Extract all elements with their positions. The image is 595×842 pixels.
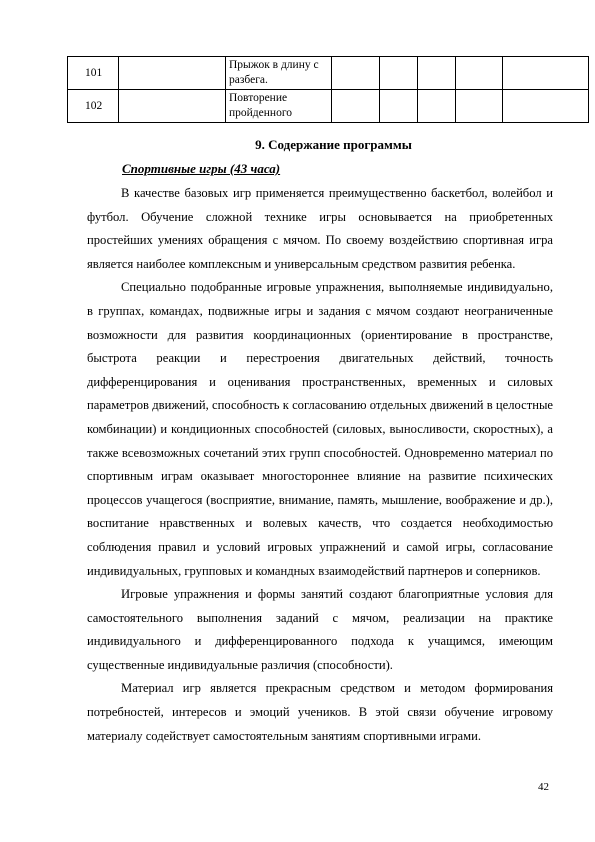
paragraph: Материал игр является прекрасным средством и методом формирования потребностей, интересов и эмоций учеников. В этой связи обучение игровому материалу содействует самостоятельным занятиям спортивными играми. <box>87 681 553 743</box>
empty-cell <box>332 90 380 123</box>
empty-cell <box>332 57 380 90</box>
empty-cell <box>418 90 456 123</box>
section-title: 9. Содержание программы <box>255 137 412 152</box>
lesson-topic-cell: Прыжок в длину с разбега. <box>226 57 332 90</box>
lesson-number-cell: 101 <box>68 57 119 90</box>
table-row <box>68 90 589 123</box>
lesson-plan-table <box>67 56 589 123</box>
empty-cell <box>456 90 503 123</box>
empty-cell <box>380 57 418 90</box>
empty-cell <box>503 90 589 123</box>
paragraph: Специально подобранные игровые упражнения, выполняемые индивидуально, в группах, командах, подвижные игры и задания с мячом создают неограниченные возможности для развития координационных (ориентирование в пространстве, быстрота реакции и перестроения двигательных действий, точность дифференцирования и оценивания пространственных, временных и силовых параметров движений, способность к согласованию отдельных движений в целостные комбинации) и кондиционных способностей (силовых, выносливости, скоростных), а также всевозможных сочетаний этих групп способностей. Одновременно материал по спортивным играм оказывает многостороннее влияние на развитие психических процессов учащегося (восприятие, внимание, память, мышление, воображение и др.), воспитание нравственных и волевых качеств, что создается необходимостью соблюдения правил и условий игровых упражнений и самой игры, согласование индивидуальных, групповых и командных взаимодействий партнеров и соперников. <box>87 280 553 578</box>
empty-cell <box>418 57 456 90</box>
empty-cell <box>119 57 226 90</box>
lesson-topic-cell: Повторение пройденного <box>226 90 332 123</box>
paragraph: В качестве базовых игр применяется преимущественно баскетбол, волейбол и футбол. Обучение сложной технике игры основывается на приобретенных простейших умениях обращения с мячом. По своему воздействию спортивная игра является наиболее комплексным и универсальным средством развития ребенка. <box>87 186 553 271</box>
paragraph: Игровые упражнения и формы занятий создают благоприятные условия для самостоятельного выполнения заданий с мячом, реализации на практике индивидуального и дифференцированного подхода к учащимся, имеющим существенные индивидуальные различия (способности). <box>87 587 553 672</box>
empty-cell <box>503 57 589 90</box>
section-subtitle: Спортивные игры (43 часа) <box>122 161 281 176</box>
page-number: 42 <box>538 781 549 793</box>
empty-cell <box>380 90 418 123</box>
empty-cell <box>119 90 226 123</box>
table-row <box>68 57 589 90</box>
lesson-number-cell: 102 <box>68 90 119 123</box>
empty-cell <box>456 57 503 90</box>
body-text <box>87 182 553 748</box>
